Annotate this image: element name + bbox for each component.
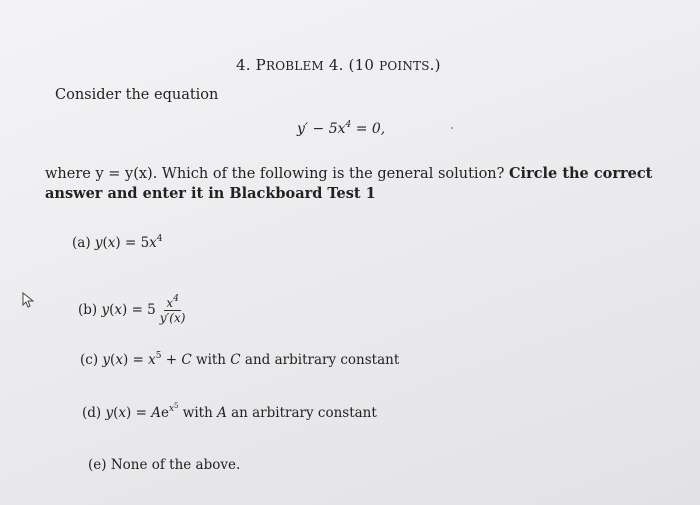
question-bold-2: answer and enter it in Blackboard Test 1	[45, 185, 376, 202]
fraction: $\frac{x^4}{y'(x)}$	[159, 294, 186, 325]
question-text: where y = y(x). Which of the following is the general solution?	[45, 166, 505, 182]
question-bold-1: Circle the correct	[509, 165, 653, 182]
option-c[interactable]: (c) $y(x) = x^5 + C$ with C and arbitrary constant	[80, 351, 400, 368]
option-b[interactable]: (b) y(x) = 5 $\frac{x^4}{y'(x)}$	[78, 294, 186, 325]
question-paragraph	[45, 164, 652, 204]
option-e[interactable]: (e) None of the above.	[88, 457, 241, 473]
option-a[interactable]: (a) $y(x) = 5x^4$	[72, 234, 163, 251]
mouse-pointer-icon	[22, 292, 36, 312]
intro-text: Consider the equation	[55, 87, 219, 103]
speck	[451, 127, 453, 129]
option-d[interactable]: (d) $y(x) = Ae^{x^5}$ with A an arbitrary constant	[82, 402, 377, 421]
equation: $y' - 5x^4 = 0$,	[297, 120, 386, 137]
problem-title: 4. PROBLEM 4. (10 POINTS.)	[236, 56, 441, 74]
